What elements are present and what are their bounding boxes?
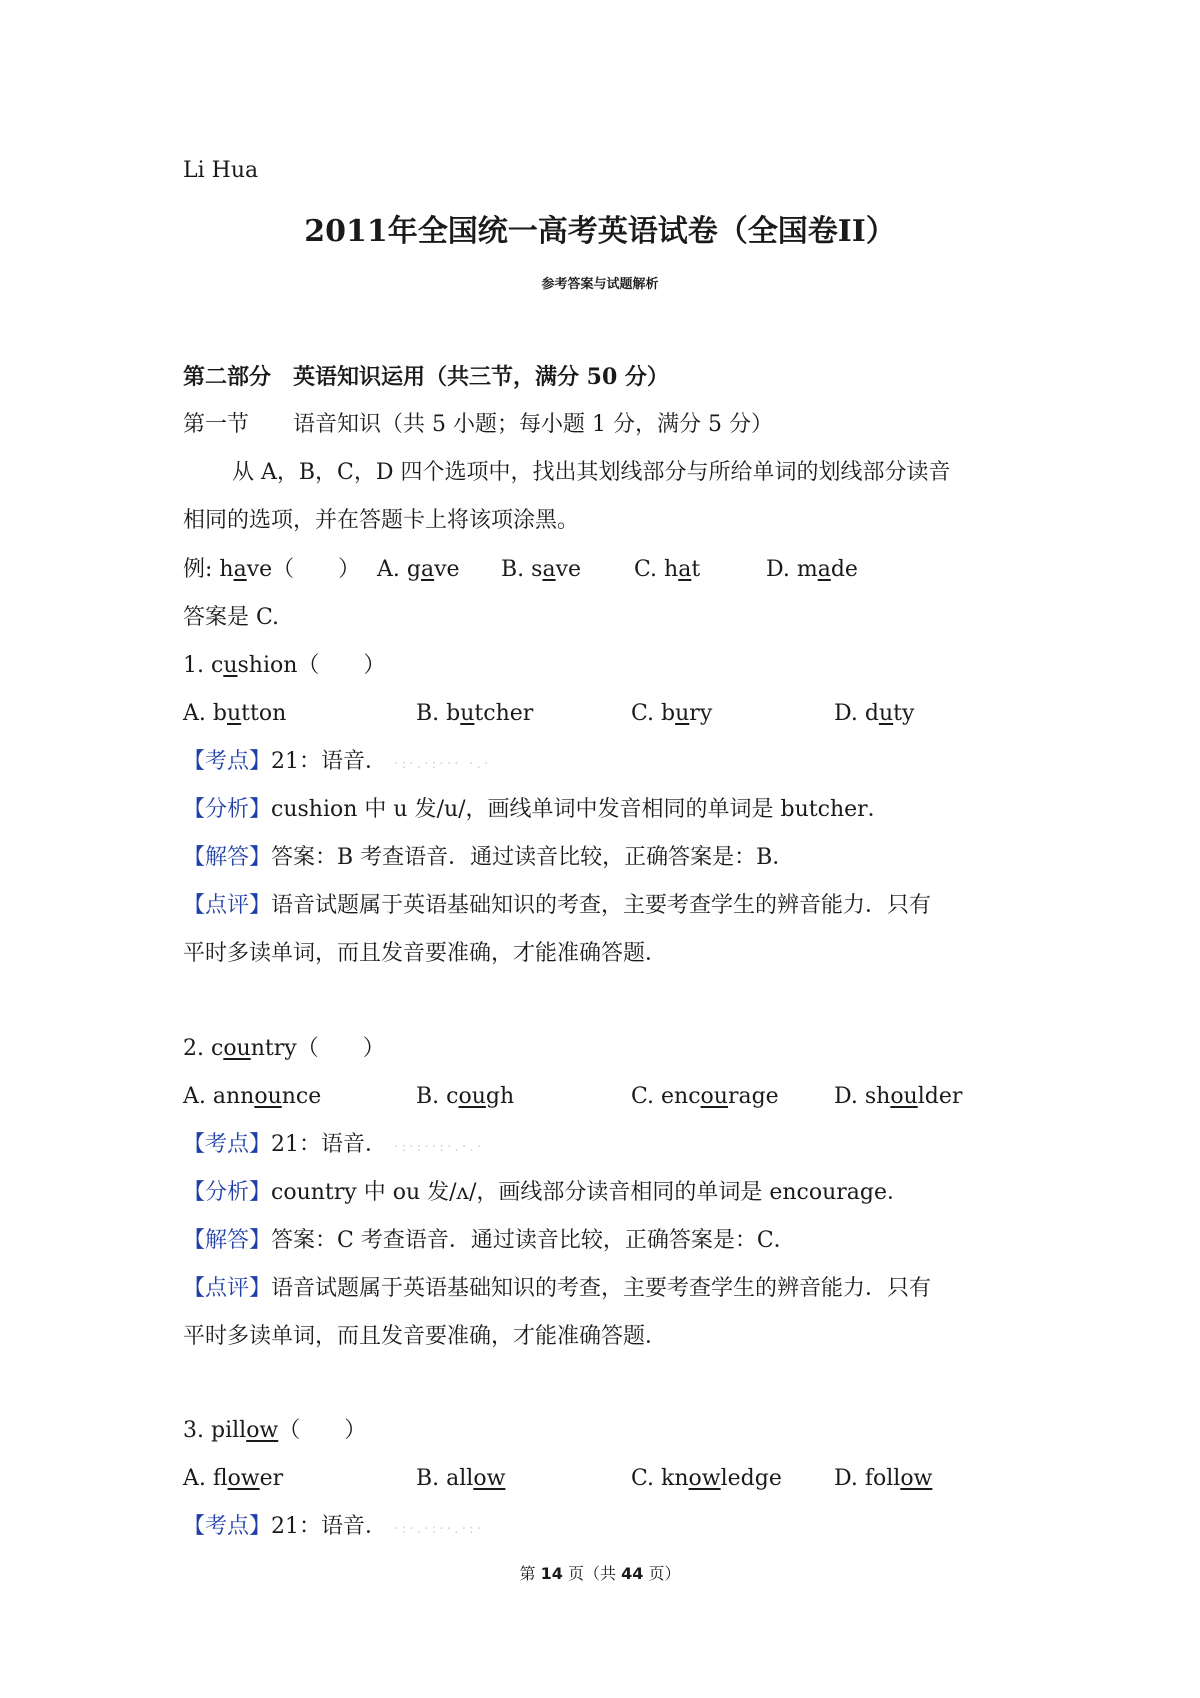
question-1-kaodian: 【考点】21：语音． ·:·.·:··· ·.· xyxy=(183,749,492,774)
question-1-option-b: B. butcher xyxy=(416,701,534,726)
author-name: Li Hua xyxy=(183,158,259,183)
instruction-line-2: 相同的选项，并在答题卡上将该项涂黑。 xyxy=(183,508,580,533)
page-footer: 第 14 页（共 44 页） xyxy=(519,1564,681,1583)
question-2-option-a: A. announce xyxy=(183,1084,322,1109)
question-1-option-a: A. button xyxy=(183,701,287,726)
example-option-d: D. made xyxy=(766,557,858,582)
example-answer: 答案是 C. xyxy=(183,605,280,630)
question-2-dianping-cont: 平时多读单词，而且发音要准确，才能准确答题． xyxy=(183,1324,668,1349)
question-2-jieda: 【解答】答案：C 考查语音．通过读音比较，正确答案是：C． xyxy=(183,1228,796,1253)
question-1-fenxi: 【分析】cushion 中 u 发/u/，画线单词中发音相同的单词是 butcher． xyxy=(183,797,890,822)
section-heading: 第一节 语音知识（共 5 小题；每小题 1 分，满分 5 分） xyxy=(183,412,773,437)
question-1-dianping-cont: 平时多读单词，而且发音要准确，才能准确答题． xyxy=(183,941,668,966)
question-2-stem: 2. country（ ） xyxy=(183,1036,385,1061)
part-heading: 第二部分 英语知识运用（共三节，满分 50 分） xyxy=(183,364,669,390)
page-number: 14 xyxy=(540,1564,563,1583)
question-2-option-d: D. shoulder xyxy=(834,1084,963,1109)
question-2-fenxi: 【分析】country 中 ou 发/ʌ/，画线部分读音相同的单词是 encourage． xyxy=(183,1180,910,1205)
question-2-option-b: B. cough xyxy=(416,1084,515,1109)
question-1-option-d: D. duty xyxy=(834,701,915,726)
example-option-b: B. save xyxy=(501,557,582,582)
question-3-stem: 3. pillow（ ） xyxy=(183,1418,367,1443)
question-1-jieda: 【解答】答案：B 考查语音．通过读音比较，正确答案是：B． xyxy=(183,845,795,870)
example-stem: 例: have（ ） xyxy=(183,557,361,582)
question-1-stem: 1. cushion（ ） xyxy=(183,653,386,678)
question-1-option-c: C. bury xyxy=(631,701,713,726)
instruction-line-1: 从 A，B，C，D 四个选项中，找出其划线部分与所给单词的划线部分读音 xyxy=(232,460,951,485)
page-total: 44 xyxy=(621,1564,644,1583)
question-1-dianping: 【点评】语音试题属于英语基础知识的考查，主要考查学生的辨音能力．只有 xyxy=(183,893,932,918)
question-2-dianping: 【点评】语音试题属于英语基础知识的考查，主要考查学生的辨音能力．只有 xyxy=(183,1276,932,1301)
example-option-a: A. gave xyxy=(377,557,460,582)
question-3-kaodian: 【考点】21：语音． ·:·.·:··.·:· xyxy=(183,1514,485,1539)
example-option-c: C. hat xyxy=(634,557,701,582)
question-2-option-c: C. encourage xyxy=(631,1084,779,1109)
exam-title: 2011年全国统一高考英语试卷（全国卷II） xyxy=(304,214,896,249)
question-3-option-b: B. allow xyxy=(416,1466,506,1491)
question-2-kaodian: 【考点】21：语音． ·:·:··:·.·.· xyxy=(183,1132,485,1157)
question-3-option-a: A. flower xyxy=(183,1466,284,1491)
question-3-option-d: D. follow xyxy=(834,1466,933,1491)
question-3-option-c: C. knowledge xyxy=(631,1466,782,1491)
exam-subtitle: 参考答案与试题解析 xyxy=(541,277,659,292)
